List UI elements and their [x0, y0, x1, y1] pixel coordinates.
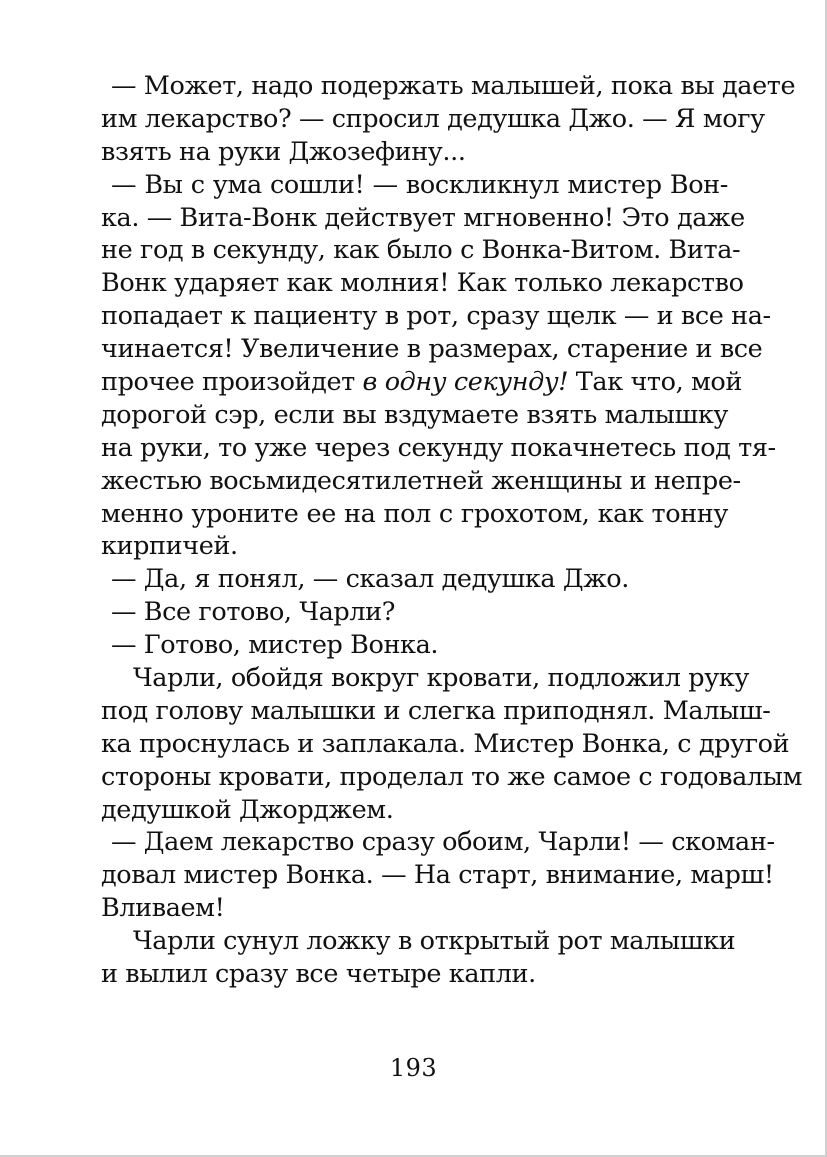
text-line: — Даем лекарство сразу обоим, Чарли! — скоман-	[111, 827, 775, 858]
text-line: — Все готово, Чарли?	[111, 597, 396, 628]
text-line: ка проснулась и заплакала. Мистер Вонка, с другой	[101, 728, 790, 759]
text-line: Вонк ударяет как молния! Как только лекарство	[101, 268, 744, 299]
text-line: Вливаем!	[101, 893, 225, 924]
text-line: кирпичей.	[101, 531, 238, 562]
text-line	[101, 366, 742, 399]
text-line: — Может, надо подержать малышей, пока вы даете	[111, 71, 796, 101]
text-line: взять на руки Джозефину...	[101, 136, 466, 167]
text-line: дорогой сэр, если вы вздумаете взять малышку	[101, 399, 728, 430]
text-line: — Вы с ума сошли! — воскликнул мистер Вон-	[111, 169, 728, 200]
text-line: ка. — Вита-Вонк действует мгновенно! Это даже	[101, 202, 745, 233]
text-line: — Готово, мистер Вонка.	[111, 630, 439, 661]
text-line: — Да, я понял, — сказал дедушка Джо.	[111, 564, 629, 595]
text-line: им лекарство? — спросил дедушка Джо. — Я могу	[101, 103, 765, 134]
text-line: попадает к пациенту в рот, сразу щелк — и все на-	[101, 301, 771, 332]
text-line: не год в секунду, как было с Вонка-Витом. Вита-	[101, 235, 741, 266]
page-number: 193	[389, 1054, 438, 1082]
text-line: на руки, то уже через секунду покачнетесь под тя-	[101, 432, 776, 463]
text-line: дедушкой Джорджем.	[101, 794, 394, 825]
text-run: Так что, мой	[568, 367, 742, 398]
text-line: менно уроните ее на пол с грохотом, как тонну	[101, 498, 728, 529]
text-run: прочее произойдет	[101, 367, 363, 398]
emphasis-text: в одну секунду!	[362, 367, 569, 398]
text-line: стороны кровати, проделал то же самое с годовалым	[101, 761, 802, 792]
text-line: чинается! Увеличение в размерах, старение и все	[101, 334, 763, 365]
body-text	[101, 70, 802, 991]
text-line: Чарли сунул ложку в открытый рот малышки	[133, 926, 736, 957]
text-line: и вылил сразу все четыре капли.	[101, 959, 536, 990]
text-line: жестью восьмидесятилетней женщины и непре-	[101, 465, 741, 496]
text-line: под голову малышки и слегка приподнял. Малыш-	[101, 695, 771, 726]
text-line: довал мистер Вонка. — На старт, внимание, марш!	[101, 860, 774, 891]
text-line: Чарли, обойдя вокруг кровати, подложил руку	[133, 663, 749, 694]
